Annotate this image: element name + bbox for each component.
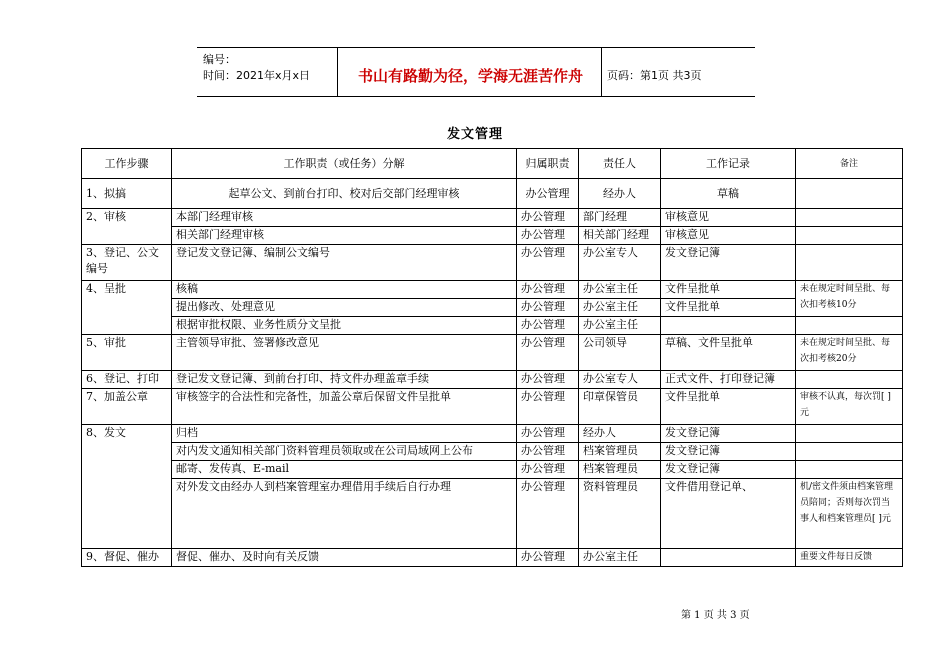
record-cell: 发文登记簿 [661,443,796,461]
col-header: 归属职责 [517,149,579,179]
note-cell [796,443,903,461]
task-cell: 提出修改、处理意见 [172,299,517,317]
note-cell: 未在规定时间呈批、每次扣考核10分 [796,281,903,317]
note-cell [796,209,903,227]
person-cell: 办公室主任 [579,299,661,317]
page-label: 页码：第1页 共3页 [607,69,702,82]
step-cell: 1、拟搞 [82,179,172,209]
person-cell: 办公室主任 [579,317,661,335]
col-header: 工作记录 [661,149,796,179]
record-cell: 发文登记簿 [661,461,796,479]
step-cell: 4、呈批 [82,281,172,335]
task-cell: 相关部门经理审核 [172,227,517,245]
record-cell [661,549,796,567]
task-cell: 归档 [172,425,517,443]
record-cell: 发文登记簿 [661,245,796,281]
person-cell: 办公室主任 [579,281,661,299]
dept-cell: 办公管理 [517,281,579,299]
person-cell: 经办人 [579,179,661,209]
step-cell: 6、登记、打印 [82,371,172,389]
person-cell: 印章保管员 [579,389,661,425]
record-cell: 审核意见 [661,227,796,245]
dept-cell: 办公管理 [517,227,579,245]
table-row [82,335,903,371]
note-cell: 机/密文件须由档案管理员陪同；否则每次罚当事人和档案管理员[ ]元 [796,479,903,549]
task-cell: 核稿 [172,281,517,299]
slogan: 书山有路勤为径，学海无涯苦作舟 [357,67,583,85]
header-divider [601,48,602,96]
dept-cell: 办公管理 [517,317,579,335]
task-cell: 根据审批权限、业务性质分文呈批 [172,317,517,335]
person-cell: 经办人 [579,425,661,443]
record-cell: 草稿 [661,179,796,209]
table-row [82,299,903,317]
dept-cell: 办公管理 [517,335,579,371]
task-cell: 督促、催办、及时向有关反馈 [172,549,517,567]
note-cell [796,179,903,209]
note-cell [796,425,903,443]
person-cell: 公司领导 [579,335,661,371]
record-cell: 文件呈批单 [661,299,796,317]
task-cell: 登记发文登记簿、到前台打印、持文件办理盖章手续 [172,371,517,389]
dept-cell: 办公管理 [517,479,579,549]
table-row [82,317,903,335]
step-cell: 7、加盖公章 [82,389,172,425]
note-cell [796,245,903,281]
task-cell: 起草公文、到前台打印、校对后交部门经理审核 [172,179,517,209]
table-row [82,549,903,567]
table-header-row [82,149,903,179]
time-label: 时间：2021年x月x日 [203,69,311,82]
step-cell: 9、督促、催办 [82,549,172,567]
table-row [82,461,903,479]
person-cell: 资料管理员 [579,479,661,549]
task-cell: 登记发文登记簿、编制公文编号 [172,245,517,281]
step-cell: 2、审核 [82,209,172,245]
record-cell: 草稿、文件呈批单 [661,335,796,371]
note-cell: 审核不认真，每次罚[ ]元 [796,389,903,425]
step-cell: 3、登记、公文编号 [82,245,172,281]
dept-cell: 办公管理 [517,443,579,461]
person-cell: 办公室专人 [579,371,661,389]
dept-cell: 办公管理 [517,461,579,479]
page-title: 发文管理 [446,127,503,142]
task-cell: 对外发文由经办人到档案管理室办理借用手续后自行办理 [172,479,517,549]
person-cell: 办公室主任 [579,549,661,567]
table-row [82,479,903,549]
document-header [197,47,755,97]
note-cell: 未在规定时间呈批、每次扣考核20分 [796,335,903,371]
record-cell: 发文登记簿 [661,425,796,443]
step-cell: 5、审批 [82,335,172,371]
record-cell: 文件呈批单 [661,389,796,425]
record-cell: 文件呈批单 [661,281,796,299]
table-row [82,443,903,461]
note-cell [796,371,903,389]
record-cell: 正式文件、打印登记簿 [661,371,796,389]
dept-cell: 办公管理 [517,299,579,317]
table-row [82,179,903,209]
dept-cell: 办公管理 [517,245,579,281]
person-cell: 档案管理员 [579,443,661,461]
table-row [82,227,903,245]
step-cell: 8、发文 [82,425,172,549]
task-cell: 对内发文通知相关部门资料管理员领取或在公司局域网上公布 [172,443,517,461]
note-cell [796,317,903,335]
table-row [82,425,903,443]
note-cell [796,461,903,479]
col-header: 责任人 [579,149,661,179]
table-row [82,371,903,389]
dept-cell: 办公管理 [517,549,579,567]
person-cell: 办公室专人 [579,245,661,281]
page-footer: 第 1 页 共 3 页 [681,610,750,621]
note-cell [796,227,903,245]
task-cell: 主管领导审批、签署修改意见 [172,335,517,371]
task-cell: 审核签字的合法性和完备性，加盖公章后保留文件呈批单 [172,389,517,425]
table-row [82,209,903,227]
number-label: 编号： [203,53,236,66]
col-header: 工作职责（或任务）分解 [172,149,517,179]
task-cell: 本部门经理审核 [172,209,517,227]
task-cell: 邮寄、发传真、E-mail [172,461,517,479]
col-header: 工作步骤 [82,149,172,179]
dept-cell: 办公管理 [517,389,579,425]
person-cell: 档案管理员 [579,461,661,479]
dept-cell: 办公管理 [517,371,579,389]
table-row [82,389,903,425]
record-cell: 审核意见 [661,209,796,227]
dept-cell: 办公管理 [517,179,579,209]
col-header: 备注 [796,149,903,179]
record-cell [661,317,796,335]
person-cell: 相关部门经理 [579,227,661,245]
process-table [81,148,903,567]
table-row [82,281,903,299]
header-divider [337,48,338,96]
table-row [82,245,903,281]
person-cell: 部门经理 [579,209,661,227]
dept-cell: 办公管理 [517,425,579,443]
note-cell: 重要文件每日反馈 [796,549,903,567]
record-cell: 文件借用登记单、 [661,479,796,549]
dept-cell: 办公管理 [517,209,579,227]
